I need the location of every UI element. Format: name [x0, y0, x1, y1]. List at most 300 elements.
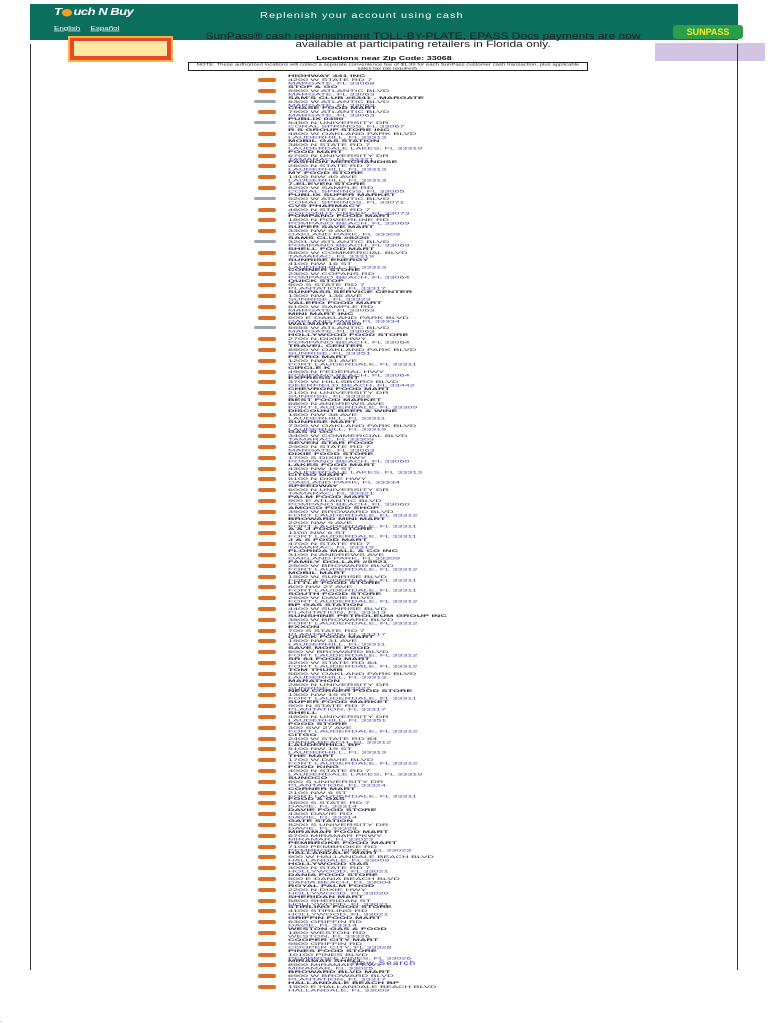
location-city[interactable]: COOPER CITY, FL 33328: [288, 944, 392, 949]
location-address: 4800 W OAKLAND PARK BLVD: [288, 131, 417, 136]
location-details: [288, 355, 417, 366]
location-address: 4300 NW 19 ST: [288, 465, 353, 471]
location-city[interactable]: PLANTATION, FL 33324: [288, 782, 386, 788]
store-icon: [254, 121, 276, 124]
location-address: 1800 N POWERLINE RD: [288, 217, 390, 223]
location-city[interactable]: POMPANO BEACH, FL 33064: [288, 339, 410, 345]
location-address: 2800 N UNIVERSITY DR: [288, 681, 389, 687]
location-city[interactable]: TAMARAC, FL 33319: [288, 253, 375, 258]
page-title: Locations near Zip Code: 33068: [316, 55, 452, 61]
location-city[interactable]: MARGATE, FL 33063: [288, 329, 375, 334]
location-address: 4900 N FEDERAL HWY: [288, 368, 385, 374]
lang-espanol-link[interactable]: Español: [90, 25, 120, 32]
lang-english-link[interactable]: English: [54, 25, 81, 32]
location-address: 1500 W SUNRISE BLVD: [288, 573, 387, 579]
location-details: [288, 301, 382, 312]
fuel-icon: [258, 467, 276, 471]
location-name: QUICK FOOD MART: [288, 634, 374, 640]
location-address: 900 S STATE RD 7: [288, 282, 365, 287]
location-details: [288, 322, 389, 333]
location-name: 7-ELEVEN STORE: [288, 181, 366, 187]
location-details: [288, 614, 447, 625]
new-search-link[interactable]: New Search: [351, 960, 417, 967]
location-details: [288, 646, 417, 657]
location-city[interactable]: PLANTATION, FL 33317: [288, 976, 386, 982]
location-city[interactable]: POMPANO BEACH, FL 33064: [288, 275, 410, 280]
location-city[interactable]: FORT LAUDERDALE, FL 33311: [288, 523, 417, 528]
location-city[interactable]: FORT LAUDERDALE, FL 33311: [288, 577, 417, 582]
location-city[interactable]: DANIA BEACH, FL 33004: [288, 879, 392, 885]
location-address: 8200 W SAMPLE RD: [288, 185, 374, 190]
fuel-icon: [258, 899, 276, 903]
location-address: 5555 W ATLANTIC BLVD: [288, 325, 390, 330]
store-icon: [254, 100, 276, 103]
location-address: 4300 DAVIE RD: [288, 811, 353, 816]
fuel-icon: [258, 801, 276, 805]
location-name: MARATHON: [288, 678, 340, 683]
location-name: TRAVEL CENTER: [288, 343, 363, 348]
location-city[interactable]: PLANTATION, FL 33317: [288, 631, 386, 636]
location-city[interactable]: HOLLYWOOD, FL 33021: [288, 868, 389, 874]
location-name: PINES FOOD STORE: [288, 948, 377, 953]
location-details: [288, 722, 417, 733]
location-details: [288, 560, 417, 571]
location-address: 1700 W DAVIE BLVD: [288, 757, 374, 762]
location-city[interactable]: LAUDERHILL, FL 33311: [288, 415, 386, 420]
location-city[interactable]: MIRAMAR, FL 33025: [288, 966, 374, 971]
location-city[interactable]: TAMARAC, FL 33321: [288, 491, 375, 496]
location-name: SAVE MORE FOOD: [288, 645, 370, 651]
fuel-icon: [258, 823, 276, 827]
location-city[interactable]: MARGATE, FL 33063: [288, 102, 375, 107]
location-address: 2100 N UNIVERSITY DR: [288, 390, 389, 395]
location-address: 600 W BROWARD BLVD: [288, 649, 389, 654]
fuel-icon: [258, 78, 276, 82]
location-address: 9200 W ATLANTIC BLVD: [288, 195, 390, 201]
location-city[interactable]: FORT LAUDERDALE, FL 33312: [288, 566, 418, 572]
location-name: SHELL FOOD MART: [288, 246, 375, 251]
location-city[interactable]: LAUDERHILL, FL 33313: [288, 264, 387, 269]
location-name: LAKES FOOD MART: [288, 462, 376, 467]
fuel-icon: [258, 208, 276, 212]
location-name: EXPRESS MART: [288, 375, 360, 381]
location-address: 2100 NW 6 ST: [288, 789, 348, 795]
location-address: 1600 NW 38 AVE: [288, 411, 358, 417]
location-name: CITGO MART: [288, 473, 345, 478]
location-city[interactable]: OAKLAND PARK, FL 33334: [288, 480, 401, 485]
location-city[interactable]: MARGATE, FL 33063: [288, 447, 375, 453]
location-address: 6800 N ANDREWS AVE: [288, 401, 385, 406]
location-name: TOM THUMB: [288, 667, 343, 672]
fuel-icon: [258, 402, 276, 406]
location-city[interactable]: TAMARAC, FL 33309: [288, 437, 375, 442]
fuel-icon: [258, 132, 276, 136]
fuel-icon: [258, 596, 276, 600]
location-name: SHELL: [288, 710, 318, 716]
location-details: [288, 171, 386, 182]
location-name: FASHION MERCHANDISE: [288, 159, 398, 165]
location-name: SUNRISE ENERGY: [288, 257, 369, 262]
location-name: SPEEDWAY: [288, 483, 339, 489]
location-city[interactable]: MARGATE, FL 33063: [288, 113, 375, 118]
location-city[interactable]: LAUDERHILL, FL 33319: [288, 426, 387, 431]
location-address: 5100 NW 19 ST: [288, 746, 353, 752]
location-details: [288, 916, 381, 927]
fuel-icon: [258, 488, 276, 492]
location-details: [288, 700, 389, 711]
location-address: 5200 S UNIVERSITY DR: [288, 822, 389, 827]
location-address: 3100 N ANDREWS AVE: [288, 552, 385, 557]
fuel-icon: [258, 866, 276, 870]
location-city[interactable]: TAMARAC, FL 33319: [288, 545, 375, 550]
location-address: 4600 N STATE RD 7: [288, 206, 371, 212]
location-name: SUPER SAVE MART: [288, 224, 374, 230]
location-city[interactable]: FORT LAUDERDALE, FL 33311: [288, 534, 417, 539]
location-name: MOBIL MART: [288, 570, 346, 575]
location-details: [288, 851, 434, 862]
fuel-icon: [258, 294, 276, 298]
location-name: SUNOCO: [288, 775, 328, 780]
location-address: 5450 N UNIVERSITY DR: [288, 120, 389, 125]
location-address: 1400 NW 40 AVE: [288, 174, 358, 179]
location-address: 1700 S DIXIE HWY: [288, 455, 367, 460]
location-city[interactable]: LAUDERDALE LAKES, FL 33319: [288, 771, 423, 777]
location-city[interactable]: WESTON, FL 33326: [288, 933, 371, 939]
fuel-icon: [258, 564, 276, 568]
location-city[interactable]: DAVIE, FL 33314: [288, 804, 358, 809]
location-city[interactable]: HOLLYWOOD, FL 33021: [288, 912, 389, 917]
location-name: GRIFFIN FOOD MART: [288, 915, 381, 921]
location-city[interactable]: MARGATE, FL 33063: [288, 91, 375, 97]
location-address: 500 E OAKLAND PARK BLVD: [288, 314, 409, 320]
location-city[interactable]: OAKLAND PARK, FL 33309: [288, 555, 401, 561]
location-name: DIXIE FOOD STORE: [288, 451, 374, 456]
location-city[interactable]: CORAL SPRINGS, FL 33065: [288, 188, 405, 194]
location-city[interactable]: MIRAMAR, FL 33023: [288, 836, 374, 842]
fuel-icon: [258, 888, 276, 892]
location-details: [288, 268, 410, 279]
location-details: [288, 754, 417, 765]
location-name: CHEVRON FOOD MART: [288, 386, 390, 392]
location-address: 6300 GRIFFIN RD: [288, 919, 363, 924]
location-details: [288, 484, 389, 495]
location-city[interactable]: POMPANO BEACH, FL 33069: [288, 242, 410, 248]
fuel-icon: [258, 380, 276, 384]
location-address: 3800 N STATE RD 7: [288, 141, 371, 147]
location-address: 3300 NW 9 AVE: [288, 228, 353, 233]
location-city[interactable]: MARGATE, FL 33068: [288, 80, 375, 86]
location-name: A & J FOOD STORE: [288, 527, 373, 532]
location-city[interactable]: LAUDERHILL, FL 33313: [288, 167, 387, 172]
fuel-icon: [258, 672, 276, 676]
location-city[interactable]: SUNRISE, FL 33323: [288, 296, 371, 302]
location-address: 5900 W ATLANTIC BLVD: [288, 87, 390, 93]
location-details: [288, 344, 416, 355]
location-name: BP GAS STATION: [288, 602, 364, 608]
location-city[interactable]: DAVIE, FL 33314: [288, 922, 358, 928]
fuel-icon: [258, 855, 276, 859]
location-city[interactable]: POMPANO BEACH, FL 33064: [288, 372, 410, 377]
fuel-icon: [258, 780, 276, 784]
fuel-icon: [258, 661, 276, 665]
fuel-icon: [258, 758, 276, 762]
fuel-icon: [258, 348, 276, 352]
location-city[interactable]: HOLLYWOOD, FL 33021: [288, 901, 389, 906]
location-details: [288, 290, 412, 301]
location-name: HIGHWAY 441 INC: [288, 73, 366, 79]
location-city[interactable]: LAUDERDALE LAKES, FL 33313: [288, 469, 423, 474]
fuel-icon: [258, 812, 276, 816]
location-city[interactable]: TAMARAC, FL 33321: [288, 156, 375, 161]
fuel-icon: [258, 553, 276, 557]
location-city[interactable]: HALLANDALE, FL 33009: [288, 858, 390, 863]
location-address: 3500 W BROWARD BLVD: [288, 616, 394, 622]
location-details: [288, 830, 389, 841]
location-address: 3200 W STATE RD 84: [288, 660, 378, 665]
location-name: SUNPASS SERVICE CENTER: [288, 289, 413, 294]
location-details: [288, 927, 387, 938]
location-city[interactable]: LAUDERHILL, FL 33313: [288, 674, 387, 680]
location-city[interactable]: POMPANO BEACH, FL 33069: [288, 221, 410, 226]
location-address: 5800 SHERIDAN ST: [288, 897, 372, 903]
location-details: [288, 765, 422, 776]
fuel-icon: [258, 629, 276, 633]
location-name: BROWARD BLVD MART: [288, 969, 391, 975]
location-name: FAMILY DOLLAR #5521: [288, 559, 388, 564]
location-name: LITTLE FOOD STORE: [288, 581, 381, 586]
fuel-icon: [258, 985, 276, 989]
location-details: [288, 862, 389, 873]
location-name: FLORIDA MALL & CO INC: [288, 548, 398, 554]
fuel-icon: [258, 953, 276, 957]
location-address: 5600 W OAKLAND PARK BLVD: [288, 670, 417, 676]
location-address: 900 N STATE RD 7: [288, 703, 366, 708]
location-city[interactable]: LAUDERHILL, FL 33313: [288, 177, 387, 183]
locations-list: [252, 73, 512, 994]
location-details: [288, 85, 389, 96]
fuel-icon: [258, 974, 276, 978]
location-city[interactable]: DAVIE, FL 33314: [288, 814, 358, 820]
location-city[interactable]: DANIA BEACH, FL 33312: [288, 739, 392, 744]
location-name: CHASE FOOD MART: [288, 105, 377, 111]
location-city[interactable]: FORT LAUDERDALE, FL 33309: [288, 404, 418, 410]
location-address: 2600 N STATE RD 7: [288, 163, 371, 169]
location-address: 4000 N STATE RD 7: [288, 768, 371, 773]
fuel-icon: [258, 920, 276, 924]
location-city[interactable]: FORT LAUDERDALE, FL 33312: [288, 663, 418, 669]
location-details: [288, 938, 392, 949]
location-address: 5300 W ATLANTIC BLVD: [288, 98, 390, 104]
list-item[interactable]: [252, 980, 512, 994]
location-details: [288, 776, 386, 787]
location-name: ROYAL PALM FOOD: [288, 883, 375, 888]
location-address: 4100 NW 16 ST: [288, 260, 353, 266]
location-name: CITGO: [288, 732, 317, 737]
fuel-icon: [258, 337, 276, 341]
location-city[interactable]: PEMBROKE PINES, FL 33026: [288, 955, 412, 960]
location-details: [288, 387, 390, 398]
location-name: MY FOOD STORE: [288, 170, 364, 176]
location-name: STOP & GO: [288, 84, 338, 89]
location-city[interactable]: FORT LAUDERDALE, FL 33312: [288, 620, 418, 626]
location-city[interactable]: FORT LAUDERDALE, FL 33311: [288, 361, 417, 366]
location-city[interactable]: SUNRISE, FL 33322: [288, 393, 371, 399]
location-name: LAUDERHILL BP: [288, 742, 361, 748]
location-city[interactable]: PLANTATION, FL 33317: [288, 285, 386, 291]
location-city[interactable]: LAUDERHILL, FL 33311: [288, 642, 386, 647]
location-address: 4100 STIRLING RD: [288, 908, 368, 914]
location-city[interactable]: SUNRISE, FL 33351: [288, 350, 371, 356]
location-city[interactable]: OAKLAND PARK, FL 33309: [288, 231, 401, 237]
location-details: [288, 128, 416, 139]
fuel-icon: [258, 391, 276, 395]
location-details: [288, 333, 410, 344]
location-address: 3700 W HILLSBORO BLVD: [288, 379, 399, 384]
fuel-icon: [258, 542, 276, 546]
store-icon: [254, 240, 276, 243]
fuel-icon: [258, 434, 276, 438]
location-address: 6700 MIRAMAR PKWY: [288, 832, 383, 838]
location-name: R S GROUP STORE INC: [288, 127, 390, 133]
fuel-icon: [258, 845, 276, 849]
location-address: 3600 S STATE RD 7: [288, 800, 370, 806]
location-details: [288, 376, 415, 387]
location-city[interactable]: FORT LAUDERDALE, FL 33312: [288, 512, 418, 518]
location-address: 4200 W STATE RD 7: [288, 77, 373, 82]
fee-note: [188, 62, 588, 71]
fuel-icon: [258, 607, 276, 611]
location-details: [288, 538, 374, 549]
location-address: 6000 N UNIVERSITY DR: [288, 487, 389, 492]
location-city[interactable]: FORT LAUDERDALE, FL 33311: [288, 588, 417, 593]
fuel-icon: [258, 639, 276, 643]
location-address: 5100 N DIXIE HWY: [288, 476, 367, 482]
location-city[interactable]: OAKLAND PARK, FL 33334: [288, 318, 401, 323]
location-name: PEMBROKE FOOD MART: [288, 840, 397, 845]
location-city[interactable]: FORT LAUDERDALE, FL 33311: [288, 696, 417, 701]
location-city[interactable]: PLANTATION, FL 33313: [288, 609, 386, 615]
location-name: SOUTH FOOD STORE: [288, 591, 382, 597]
location-address: 10100 PINES BLVD: [288, 951, 368, 957]
location-address: 5800 W COMMERCIAL BLVD: [288, 249, 408, 255]
location-name: SAMS CLUB #8220: [288, 235, 370, 241]
location-name: SUNSHINE PETROLEUM GROUP INC: [288, 613, 447, 618]
location-address: 1100 NW 6 ST: [288, 530, 347, 536]
location-city[interactable]: POMPANO BEACH, FL 33060: [288, 458, 410, 464]
location-address: 8900 MIRAMAR PKWY: [288, 962, 383, 967]
location-address: 1300 NW 19 ST: [288, 692, 353, 698]
location-address: 4500 N UNIVERSITY DR: [288, 714, 389, 719]
fuel-icon: [258, 272, 276, 276]
location-city[interactable]: POMPANO BEACH, FL 33060: [288, 501, 410, 507]
location-city[interactable]: PEMBROKE PINES, FL 33023: [288, 847, 412, 852]
location-address: 1900 NW 31 AVE: [288, 638, 358, 644]
location-city[interactable]: LAUDERHILL, FL 33351: [288, 717, 387, 723]
location-address: 2700 N DIXIE HWY: [288, 336, 367, 341]
location-details: [288, 495, 410, 506]
location-address: 6100 W SAMPLE RD: [288, 303, 374, 309]
fuel-icon: [258, 704, 276, 708]
location-city[interactable]: CORAL SPRINGS, FL 33071: [288, 199, 405, 205]
location-city[interactable]: SUNRISE, FL 33322: [288, 685, 371, 690]
fuel-icon: [258, 456, 276, 460]
fuel-icon: [258, 769, 276, 773]
location-name: BROWARD MINI MART: [288, 516, 386, 521]
location-city[interactable]: HALLANDALE, FL 33009: [288, 987, 390, 993]
location-name: NEW CORNER FOOD STORE: [288, 688, 413, 694]
location-name: GATE STATION: [288, 818, 353, 824]
location-city[interactable]: DEERFIELD BEACH, FL 33442: [288, 383, 415, 388]
location-city[interactable]: CORAL SPRINGS, FL 33067: [288, 123, 405, 129]
location-details: [288, 409, 398, 420]
location-details: [288, 884, 389, 895]
location-city[interactable]: FORT LAUDERDALE, FL 33312: [288, 599, 418, 604]
location-city[interactable]: DAVIE, FL 33328: [288, 825, 358, 831]
location-city[interactable]: MARGATE, FL 33063: [288, 307, 375, 312]
location-name: WESTON GAS & FOOD: [288, 926, 387, 932]
location-address: 900 E ATLANTIC BLVD: [288, 498, 382, 503]
location-city[interactable]: FORT LAUDERDALE, FL 33312: [288, 760, 418, 766]
location-address: 7100 PEMBROKE RD: [288, 843, 378, 849]
location-name: PUBLIX SUPER MARKET: [288, 192, 396, 197]
sunpass-logo: SUNPASS: [673, 25, 743, 39]
location-name: PETRO MART: [288, 354, 348, 359]
fuel-icon: [258, 618, 276, 622]
fuel-icon: [258, 89, 276, 93]
store-icon: [254, 197, 276, 200]
location-name: DANIA FOOD STORE: [288, 872, 379, 878]
location-address: 700 S STATE RD 7: [288, 627, 365, 633]
location-details: [288, 549, 400, 560]
location-address: 7300 W OAKLAND PARK BLVD: [288, 422, 417, 428]
fuel-icon: [258, 445, 276, 449]
location-name: PALM FOOD MART: [288, 494, 370, 500]
fuel-icon: [258, 370, 276, 374]
location-city[interactable]: COCONUT CREEK, FL 33073: [288, 210, 410, 215]
location-name: MOBIL GAS STATION: [288, 138, 380, 143]
fuel-icon: [258, 575, 276, 579]
location-city[interactable]: PLANTATION, FL 33317: [288, 706, 386, 712]
page-marker: .: [0, 1018, 2, 1024]
location-details: [288, 970, 394, 981]
location-name: DISCOUNT BEER & WINE: [288, 408, 398, 413]
location-details: [288, 193, 404, 204]
location-name: SHERIDAN MART: [288, 894, 364, 899]
location-name: SUNRISE MART: [288, 419, 357, 424]
location-details: [288, 182, 404, 193]
promo-text: SunPass® cash replenishment TOLL-BY-PLATE, EPASS Docs payments are now available at participating retailers in Florida only.: [205, 30, 641, 50]
location-name: FOOD & GAS: [288, 796, 346, 802]
location-name: MINI MART INC: [288, 311, 354, 316]
fuel-icon: [258, 110, 276, 114]
location-city[interactable]: FORT LAUDERDALE, FL 33312: [288, 728, 418, 734]
location-details: [288, 873, 400, 884]
location-name: MIRAMAR FOOD MART: [288, 829, 389, 834]
location-city[interactable]: FORT LAUDERDALE, FL 33311: [288, 793, 417, 798]
location-address: 1200 NW 31 AVE: [288, 357, 358, 363]
fuel-icon: [258, 747, 276, 751]
location-city[interactable]: FORT LAUDERDALE, FL 33312: [288, 652, 418, 658]
location-city[interactable]: LAUDERDALE LAKES, FL 33319: [288, 145, 423, 151]
location-city[interactable]: LAUDERHILL, FL 33313: [288, 134, 387, 140]
location-name: HALLANDALE MART: [288, 850, 378, 856]
location-details: [288, 668, 416, 679]
location-name: SR 84 FOOD MART: [288, 656, 371, 662]
location-address: 800 NW 27 AVE: [288, 584, 353, 590]
location-city[interactable]: HOLLYWOOD, FL 33020: [288, 890, 389, 896]
location-details: [288, 711, 389, 722]
location-city[interactable]: LAUDERHILL, FL 33313: [288, 750, 387, 755]
